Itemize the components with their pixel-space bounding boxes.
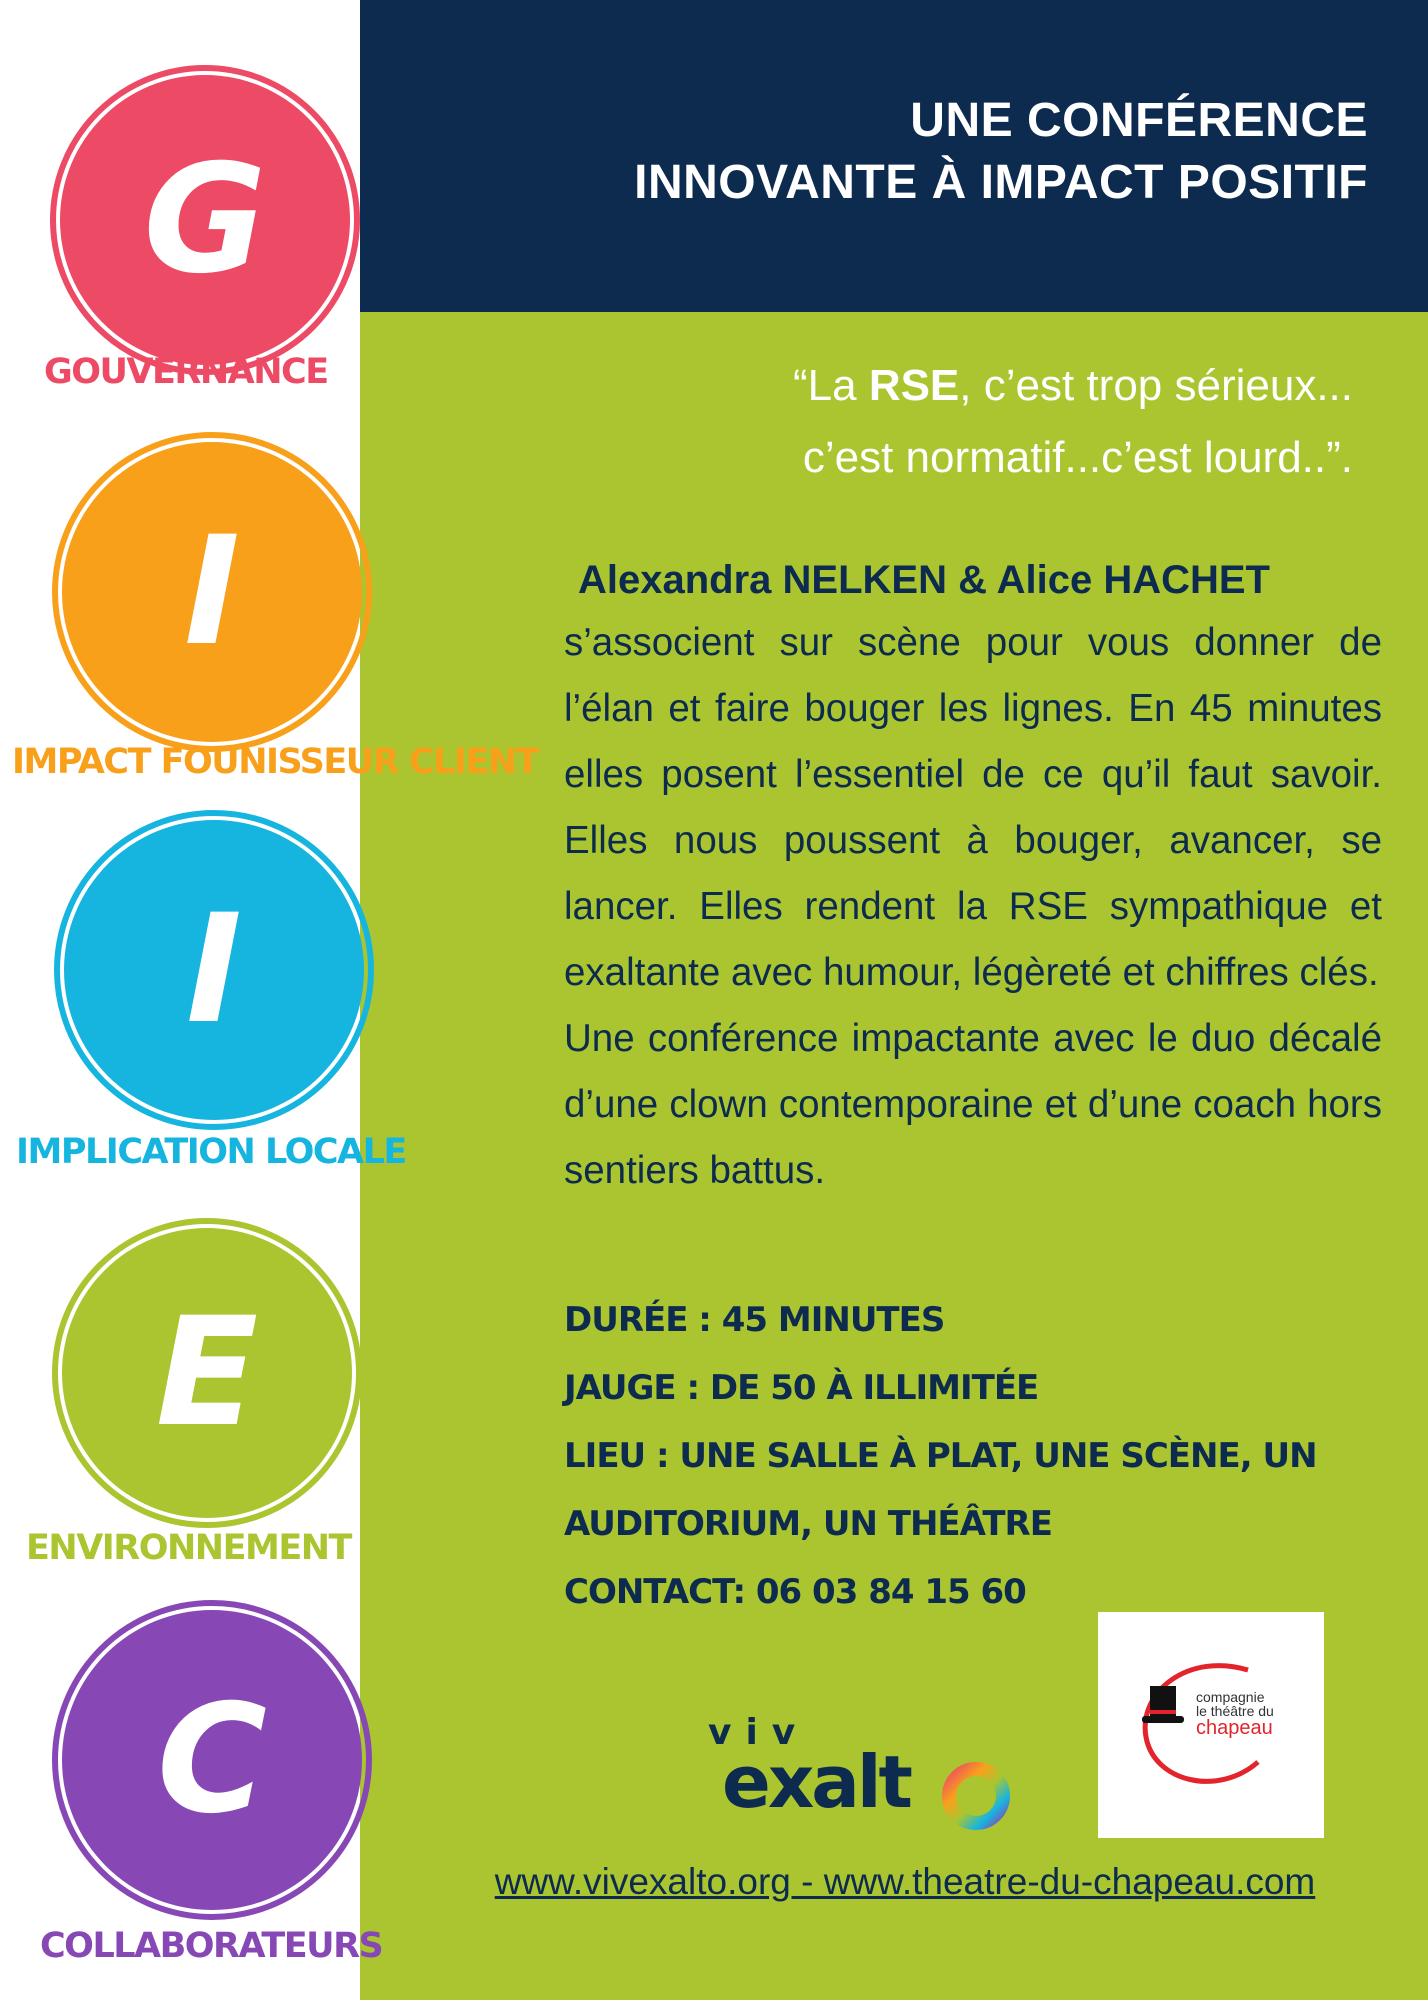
- quote-line-1: [453, 350, 1353, 422]
- info-venue-line-2: AUDITORIUM, UN THÉÂTRE: [564, 1504, 1052, 1544]
- label-implication: IMPLICATION LOCALE: [16, 1132, 406, 1172]
- vivexalto-logo-main: exalt: [722, 1740, 910, 1824]
- letter-i-2: I: [186, 883, 242, 1057]
- quote-open: “La: [792, 361, 869, 410]
- vivexalto-logo: [700, 1712, 1030, 1842]
- label-environment: ENVIRONNEMENT: [26, 1528, 351, 1568]
- logo-chapeau-line1: compagnie: [1196, 1689, 1265, 1705]
- logo-chapeau-line3: chapeau: [1196, 1717, 1273, 1739]
- title-line-1: UNE CONFÉRENCE: [910, 94, 1368, 147]
- description-paragraph-1: s’associent sur scène pour vous donner de l’élan et faire bouger les lignes. En 45 minutes elles posent l’essentiel de ce qu’il faut savoir. Elles nous poussent à bouger, avancer, se lancer. Elles rendent la RSE sympathique et exaltante avec humour, légèreté et chiffres clés.: [564, 621, 1382, 994]
- description-paragraph-2: Une conférence impactante avec le duo décalé d’une clown contemporaine et d’une coach hors sentiers battus.: [564, 1017, 1382, 1192]
- letter-c: C: [156, 1673, 268, 1847]
- top-hat-icon: [1140, 1682, 1186, 1732]
- circle-implication: [64, 820, 364, 1120]
- letter-i: I: [184, 505, 240, 679]
- label-impact: IMPACT FOUNISSEUR CLIENT: [12, 742, 538, 782]
- letter-e: E: [155, 1286, 259, 1460]
- title-line-2: INNOVANTE À IMPACT POSITIF: [634, 156, 1368, 209]
- vivexalto-logo-top: viv: [708, 1712, 810, 1753]
- label-governance: GOUVERNANCE: [44, 352, 328, 392]
- circle-environment: [62, 1228, 352, 1518]
- website-links[interactable]: www.vivexalto.org - www.theatre-du-chapeau.com: [494, 1861, 1316, 1902]
- circle-collaborators: [62, 1610, 362, 1910]
- info-contact: CONTACT: 06 03 84 15 60: [564, 1572, 1026, 1612]
- circle-governance: [60, 75, 350, 365]
- quote: [453, 350, 1353, 494]
- quote-rest: , c’est trop sérieux...: [959, 361, 1353, 410]
- info-duration: DURÉE : 45 MINUTES: [564, 1300, 945, 1340]
- authors: Alexandra NELKEN & Alice HACHET: [578, 558, 1270, 602]
- letter-g: G: [143, 133, 267, 307]
- rainbow-o-icon: [940, 1760, 1012, 1832]
- circle-impact: [62, 442, 362, 742]
- logo-chapeau-line2: le théâtre du: [1196, 1703, 1274, 1719]
- event-info: [564, 1286, 1364, 1626]
- info-venue-line-1: LIEU : UNE SALLE À PLAT, UNE SCÈNE, UN: [564, 1436, 1317, 1476]
- description: [564, 610, 1382, 1204]
- label-collaborators: COLLABORATEURS: [40, 1926, 383, 1966]
- page-title: [408, 90, 1368, 214]
- quote-line-2: c’est normatif...c’est lourd..”.: [802, 433, 1353, 482]
- quote-bold-rse: RSE: [868, 361, 960, 410]
- theatre-du-chapeau-logo: [1098, 1612, 1324, 1838]
- info-capacity: JAUGE : DE 50 À ILLIMITÉE: [564, 1368, 1039, 1408]
